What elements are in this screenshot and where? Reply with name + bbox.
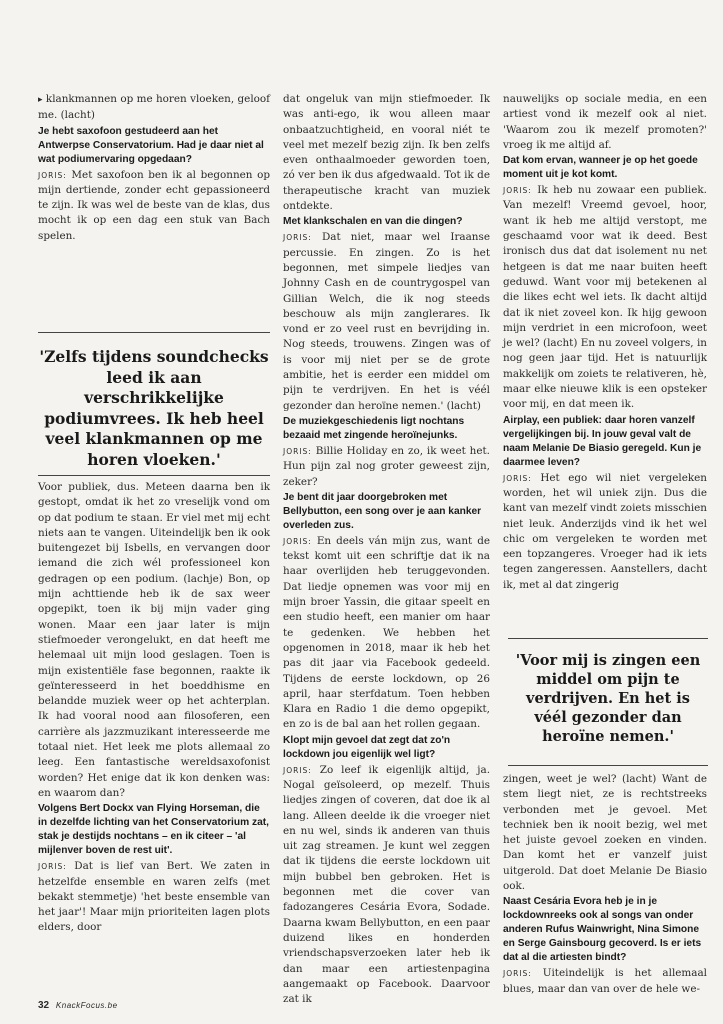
interview-question: Naast Cesária Evora heb je in je lockdownreeks ook al songs van onder anderen Rufus Wainwright, Nina Simone en Serge Gainsbourg gecoverd. Is er iets dat al die artiesten bindt? (503, 896, 702, 964)
interview-answer: JORIS: Dat niet, maar wel Iraanse percussie. En zingen. Zo is het begonnen, met simpele liedjes van Johnny Cash en de countrygospel van Gillian Welch, die ik nog steeds beschouw als mijn zanglerares. Ik vond er zo veel rust en bevrijding in. Nog steeds, trouwens. Zingen was of is voor mij niet per se de grote ambitie, het is eerder een middel om pijn te verdrijven. En het is véél gezonder dan heroïne nemen.' (lacht) (283, 231, 490, 412)
interview-answer: JORIS: Dat is lief van Bert. We zaten in hetzelfde ensemble en waren zelfs (met bekakt stemmetje) 'het beste ensemble van het jaar'! Maar mijn prioriteiten lagen plots elders, door (38, 860, 270, 934)
column-3-continued (503, 772, 707, 997)
interview-answer: JORIS: Ik heb nu zowaar een publiek. Van mezelf! Vreemd gevoel, hoor, want ik heb me altijd verstopt, me geschaamd voor wat ik deed. Best ironisch dus dat dat isolement nu net hetgeen is dat me naar buiten heeft geduwd. Want voor mij betekenen al die likes echt wel iets. Ik dacht altijd dat ik niet zoveel kon. Ik hijg gewoon mijn verdriet in een microfoon, weet je wel? (lacht) En nu zoveel volgers, in nog geen jaar tijd. Het is natuurlijk makkelijk om zoiets te relativeren, hè, maar elke nieuwe klik is een opsteker voor mij, en dat meen ik. (503, 184, 707, 411)
pull-quote (38, 332, 270, 476)
interview-answer: JORIS: Billie Holiday en zo, ik weet het. Hun pijn zal nog groter geweest zijn, zeker? (283, 444, 490, 488)
pull-quote-text: 'Zelfs tijdens soundchecks leed ik aan verschrikkelijke podiumvrees. Ik heb heel veel klankmannen op me horen vloeken.' (39, 347, 269, 469)
interview-answer: JORIS: Met saxofoon ben ik al begonnen op mijn dertiende, zonder echt gepassioneerd te zijn. Ik was wel de beste van de klas, dus mocht ik op een dag een stuk van Bach spelen. (38, 168, 270, 242)
speaker-label: JORIS: (38, 862, 67, 872)
speaker-label: JORIS: (283, 233, 312, 243)
interview-question: Met klankschalen en van die dingen? (283, 216, 463, 228)
paragraph: dat ongeluk van mijn stiefmoeder. Ik was anti-ego, ik wou alleen maar onbaatzuchtigheid, en vooral niét te veel met mezelf bezig zijn. Ik ben zelfs even onthaalmoeder geworden toen, zó ver ben ik dus afgedwaald. Tot ik de therapeutische kracht van muziek ontdekte. (283, 93, 490, 213)
speaker-label: JORIS: (503, 473, 532, 483)
interview-question: De muziekgeschiedenis ligt nochtans bezaaid met zingende heroïnejunks. (283, 415, 465, 441)
speaker-label: JORIS: (283, 536, 312, 546)
speaker-label: JORIS: (503, 186, 532, 196)
speaker-label: JORIS: (503, 969, 532, 979)
paragraph: nauwelijks op sociale media, en een artiest vond ik mezelf ook al niet. 'Waarom zou ik mezelf promoten?' vroeg ik me altijd af. (503, 93, 707, 151)
interview-answer: JORIS: Uiteindelijk is het allemaal blues, maar dan van over de hele we- (503, 967, 707, 995)
interview-question: Je hebt saxofoon gestudeerd aan het Antwerpse Conservatorium. Had je daar niet al wat podiumervaring opgedaan? (38, 125, 264, 165)
interview-question: Je bent dit jaar doorgebroken met Bellybutton, een song over je aan kanker overleden zus. (283, 491, 482, 531)
speaker-label: JORIS: (283, 765, 312, 775)
interview-question: Volgens Bert Dockx van Flying Horseman, die in dezelfde lichting van het Conservatorium zat, stak je destijds nochtans – en ik citeer – 'al mijlenver boven de rest uit'. (38, 803, 269, 857)
paragraph: Voor publiek, dus. Meteen daarna ben ik gestopt, omdat ik het zo vreselijk vond om op dat podium te staan. Er viel met mij echt niets aan te vangen. Uiteindelijk ben ik ook buitengezet bij Isbells, en vervangen door iemand die zich wél professioneel kon gedragen op een podium. (lachje) Bon, op mijn achttiende heb ik de sax weer opgepikt, toen ik bij mijn vader ging wonen. Maar een jaar later is mijn stiefmoeder verongelukt, en dat heeft me helemaal uit mijn lood geslagen. Toen is mijn existentiële fase begonnen, raakte ik geïnteresseerd in het boeddhisme en belandde muziek weer op het achterplan. Ik had vooral nood aan filosoferen, een carrière als jazzmuzikant interesseerde me totaal niet. Het leek me plots allemaal zo leeg. Een fantastische wereldsaxofonist worden? Het enige dat ik kon denken was: en waarom dan? (38, 481, 270, 799)
column-1-continued (38, 480, 270, 936)
interview-answer: JORIS: Zo leef ik eigenlijk altijd, ja. Nogal geïsoleerd, op mezelf. Thuis liedjes zingen of coveren, dat doe ik al lang. Alleen deelde ik die vroeger niet en nu wel, sinds ik anderen van thuis uit zag streamen. Je kunt wel zeggen dat ik tijdens die eerste lockdown uit mijn bubbel ben gebroken. Het is begonnen met die cover van fadozangeres Cesária Evora, Sodade. Daarna kwam Bellybutton, en een paar duizend likes en honderden vriendschapsverzoeken later heb ik dan maar een artiestenpagina aangemaakt op Facebook. Daarvoor zat ik (283, 763, 490, 1006)
interview-question: Airplay, een publiek: daar horen vanzelf vergelijkingen bij. In jouw geval valt de naam Melanie De Biasio geregeld. Kun je daarmee leven? (503, 414, 702, 468)
column-2 (283, 92, 490, 1007)
page-footer (38, 1000, 118, 1011)
interview-question: Dat kom ervan, wanneer je op het goede moment uit je kot komt. (503, 155, 698, 181)
column-3 (503, 92, 707, 593)
paragraph: zingen, weet je wel? (lacht) Want de stem liegt niet, ze is rechtstreeks verbonden met je gevoel. Met techniek ben ik nooit bezig, wel met het juiste gevoel zoeken en vinden. Dan komt het er vanzelf juist uitgerold. Dat doet Melanie De Biasio ook. (503, 773, 707, 893)
column-1 (38, 92, 270, 244)
continuation-arrow-icon: ▸ (38, 95, 43, 105)
interview-answer: JORIS: En deels ván mijn zus, want de tekst komt uit een schriftje dat ik na haar overlijden heb teruggevonden. Dat liedje opnemen was voor mij en mijn broer Yassin, die gitaar speelt en een studio heeft, een manier om haar te gedenken. We hebben het opgenomen in 2018, maar ik heb het pas dit jaar via Facebook gedeeld. Tijdens de eerste lockdown, op 26 april, haar sterfdatum. Toen hebben Klara en Radio 1 die demo opgepikt, en zo is de bal aan het rollen gegaan. (283, 534, 490, 731)
interview-question: Klopt mijn gevoel dat zegt dat zo'n lockdown jou eigenlijk wel ligt? (283, 734, 451, 760)
speaker-label: JORIS: (38, 170, 67, 180)
paragraph: ▸ klankmannen op me horen vloeken, geloof me. (lacht) (38, 93, 270, 122)
pull-quote-text: 'Voor mij is zingen een middel om pijn te verdrijven. En het is véél gezonder dan heroïne nemen.' (515, 652, 701, 745)
page-number: 32 (38, 1000, 50, 1011)
speaker-label: JORIS: (283, 446, 312, 456)
pull-quote (508, 638, 708, 766)
interview-answer: JORIS: Het ego wil niet vergeleken worden, het wil uniek zijn. Dus die kant van mezelf vindt zoiets misschien niet leuk. Anderzijds vind ik het wel chic om vergeleken te worden met een topzangeres. Vroeger had ik iets tegen zangeressen. Aanstellers, dacht ik, met al dat zingerig (503, 471, 707, 591)
magazine-name: KnackFocus.be (55, 1001, 118, 1010)
